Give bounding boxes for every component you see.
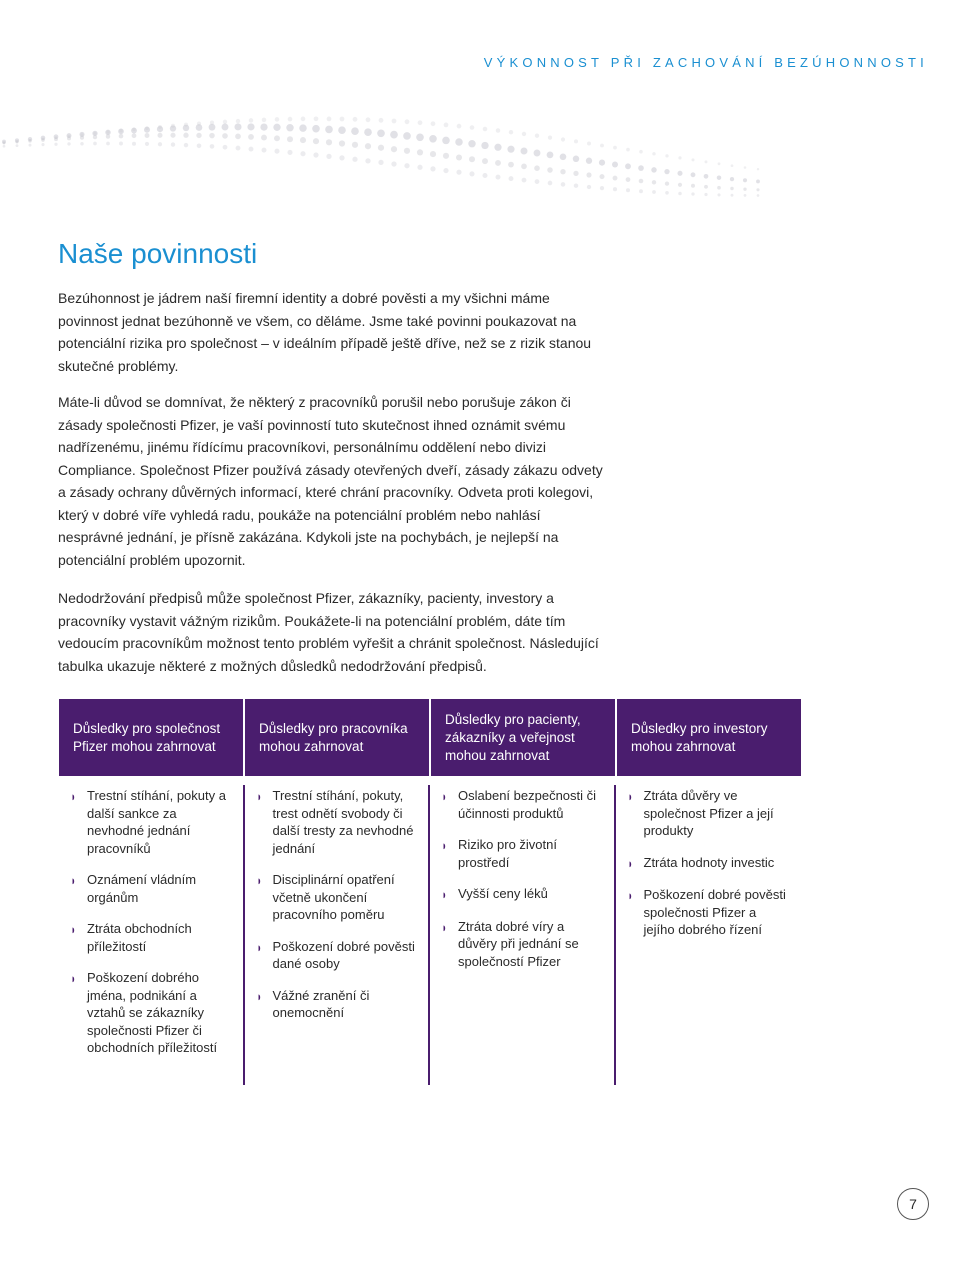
bullet-icon: ◗ xyxy=(442,919,447,935)
header-investors: Důsledky pro investory mohou zahrnovat xyxy=(631,720,768,754)
column-company xyxy=(59,785,245,1085)
bullet-icon: ◗ xyxy=(256,789,262,804)
list-item xyxy=(71,871,243,906)
list-item-text: Oslabení bezpečnosti či účinnosti produktů xyxy=(458,788,597,821)
bullet-icon: ◗ xyxy=(256,939,262,955)
list-item-text: Trestní stíhání, pokuty a další sankce za nevhodné jednání pracovníků xyxy=(87,788,226,856)
intro-paragraph: Bezúhonnost je jádrem naší firemní identity a dobré pověsti a my všichni máme povinnost jednat bezúhonně ve všem, co děláme. Jsme také povinni poukazovat na potenciální rizika pro společnost – v ideálním případě ještě dříve, než se z rizik stanou skutečné problémy. xyxy=(58,290,592,374)
bullet-icon: ◗ xyxy=(442,789,447,804)
list-item-text: Ztráta hodnoty investic xyxy=(643,854,775,870)
list-item-text: Oznámení vládním orgánům xyxy=(87,872,197,905)
running-header: VÝKONNOST PŘI ZACHOVÁNÍ BEZÚHONNOSTI xyxy=(483,55,928,70)
header-patients: Důsledky pro pacienty, zákazníky a veřejnost mohou zahrnovat xyxy=(431,699,617,776)
list-item-text: Vážné zranění či onemocnění xyxy=(272,987,370,1020)
list-item-text: Poškození dobré pověsti dané osoby xyxy=(272,938,415,971)
page-number: 7 xyxy=(897,1188,929,1220)
column-patients xyxy=(430,785,616,1085)
bullet-icon: ◗ xyxy=(71,873,76,888)
list-item xyxy=(71,920,243,955)
bullet-icon: ◗ xyxy=(627,789,633,804)
reporting-paragraph: Máte-li důvod se domnívat, že některý z pracovníků porušil nebo porušuje zákon či zásady společnosti Pfizer, je vaší povinností tuto skutečnost ihned oznámit svému nadřízenému, jinému řídícímu pracovníkovi, personálnímu oddělení nebo divizi Compliance. Společnost Pfizer používá zásady otevřených dveří, zásady zákazu odvety a zásady ochrany důvěrných informací, které chrání pracovníky. Odveta proti kolegovi, který v dobré víře vyhledá radu, poukáže na potenciální problém nebo nahlásí nesprávné jednání, je přísně zakázána. Kdykoli jste na pochybách, je nejlepší na potenciální problém upozornit. xyxy=(58,394,603,568)
consequences-table-header xyxy=(59,699,801,776)
list-item xyxy=(442,787,614,822)
bullet-icon: ◗ xyxy=(627,888,633,903)
list-item-text: Vyšší ceny léků xyxy=(458,886,548,901)
list-item-text: Trestní stíhání, pokuty, trest odnětí svobody či další tresty za nevhodné jednání xyxy=(272,788,414,856)
column-employee xyxy=(245,785,431,1085)
list-item xyxy=(257,871,429,924)
list-item-text: Riziko pro životní prostředí xyxy=(458,837,557,870)
list-item xyxy=(257,787,429,857)
bullet-icon: ◗ xyxy=(71,922,76,937)
list-item xyxy=(628,886,802,939)
list-item xyxy=(442,918,614,971)
risks-paragraph: Nedodržování předpisů může společnost Pfizer, zákazníky, pacienty, investory a pracovníky vystavit vážným rizikům. Poukážete-li na potenciální problém, dáte tím vedoucím pracovníkům možnost tento problém vyřešit a chránit společnost. Následující tabulka ukazuje některé z možných důsledků nedodržování předpisů. xyxy=(58,590,599,674)
list-item-text: Poškození dobrého jména, podnikání a vztahů se zákazníky společnosti Pfizer či obchodních příležitostí xyxy=(87,970,218,1055)
page-title: Naše povinnosti xyxy=(58,238,258,269)
list-item xyxy=(628,854,802,873)
list-item-text: Poškození dobré pověsti společnosti Pfizer a jejího dobrého řízení xyxy=(643,887,786,937)
list-item xyxy=(71,787,243,857)
list-item xyxy=(442,885,614,904)
list-item-text: Ztráta obchodních příležitostí xyxy=(87,921,192,954)
bullet-icon: ◗ xyxy=(256,873,262,888)
bullet-icon: ◗ xyxy=(442,887,447,902)
list-item xyxy=(257,938,429,973)
consequences-table-body xyxy=(59,785,801,1085)
list-item-text: Ztráta dobré víry a důvěry při jednání se společností Pfizer xyxy=(458,918,579,969)
list-item-text: Ztráta důvěry ve společnost Pfizer a její produkty xyxy=(643,788,774,838)
decorative-dot-wave xyxy=(0,80,960,210)
list-item xyxy=(71,969,243,1057)
column-investors xyxy=(616,785,802,1085)
bullet-icon: ◗ xyxy=(71,789,76,804)
list-item-text: Disciplinární opatření včetně ukončení pracovního poměru xyxy=(272,872,395,922)
bullet-icon: ◗ xyxy=(442,838,447,853)
bullet-icon: ◗ xyxy=(256,988,262,1004)
header-employee: Důsledky pro pracovníka mohou zahrnovat xyxy=(245,699,431,776)
list-item xyxy=(628,787,802,840)
bullet-icon: ◗ xyxy=(627,855,633,871)
list-item xyxy=(442,836,614,871)
list-item xyxy=(257,987,429,1022)
bullet-icon: ◗ xyxy=(71,971,76,986)
header-company: Důsledky pro společnost Pfizer mohou zahrnovat xyxy=(59,699,245,776)
